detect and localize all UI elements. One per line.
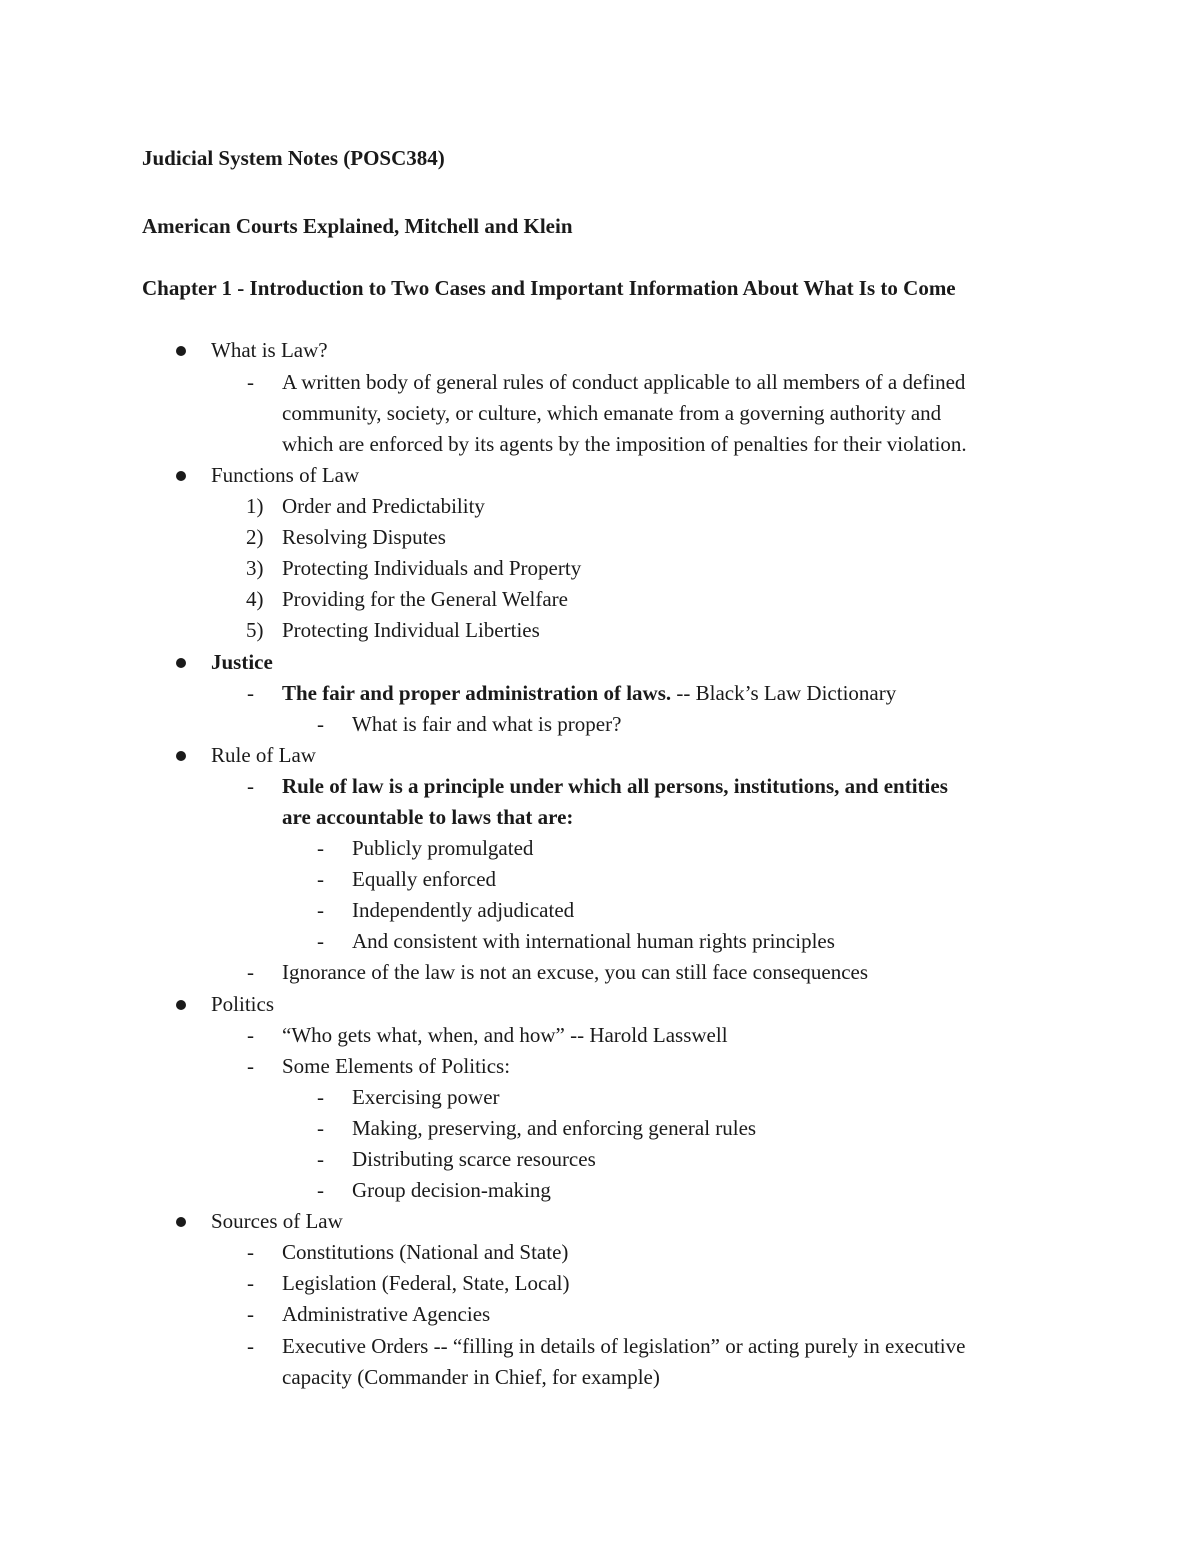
politics-elements-label: Some Elements of Politics: [282,1054,511,1078]
politics-element: Group decision-making [352,1178,551,1202]
executive-orders-line: Executive Orders -- “filling in details of legislation” or acting purely in executive [282,1334,966,1358]
dash-marker: - [317,867,324,891]
dash-marker: - [317,898,324,922]
document-title: Judicial System Notes (POSC384) [142,146,445,170]
dash-marker: - [317,1116,324,1140]
function-item: Providing for the General Welfare [282,587,568,611]
dash-marker: - [247,960,254,984]
dash-marker: - [247,370,254,394]
list-number: 3) [246,556,264,580]
dash-marker: - [317,836,324,860]
function-item: Protecting Individual Liberties [282,618,540,642]
section-what-is-law: What is Law? [211,338,328,362]
ignorance-note: Ignorance of the law is not an excuse, you can still face consequences [282,960,869,984]
dash-marker: - [247,681,254,705]
bullet-icon [176,1000,186,1010]
section-sources-of-law: Sources of Law [211,1209,343,1233]
list-number: 1) [246,494,264,518]
section-justice: Justice [211,650,273,674]
politics-element: Exercising power [352,1085,500,1109]
list-number: 2) [246,525,264,549]
justice-definition [282,679,896,707]
source-item: Constitutions (National and State) [282,1240,569,1264]
dash-marker: - [247,1271,254,1295]
bullet-icon [176,658,186,668]
rule-of-law-criterion: Independently adjudicated [352,898,575,922]
dash-marker: - [247,1302,254,1326]
justice-definition-source: -- Black’s Law Dictionary [671,681,897,705]
section-rule-of-law: Rule of Law [211,743,316,767]
dash-marker: - [247,1334,254,1358]
rule-of-law-principle-line: Rule of law is a principle under which all persons, institutions, and entities [282,774,948,798]
dash-marker: - [317,1085,324,1109]
law-definition-line: community, society, or culture, which emanate from a governing authority and [282,401,942,425]
justice-question: What is fair and what is proper? [352,712,622,736]
rule-of-law-criterion: Publicly promulgated [352,836,534,860]
section-functions-of-law: Functions of Law [211,463,360,487]
dash-marker: - [317,1147,324,1171]
bullet-icon [176,346,186,356]
justice-definition-text: The fair and proper administration of laws. [282,681,672,705]
dash-marker: - [317,712,324,736]
law-definition-line: which are enforced by its agents by the imposition of penalties for their violation. [282,432,967,456]
dash-marker: - [247,1023,254,1047]
source-item: Administrative Agencies [282,1302,491,1326]
bullet-icon [176,471,186,481]
law-definition-line: A written body of general rules of conduct applicable to all members of a defined [282,370,966,394]
dash-marker: - [247,1054,254,1078]
function-item: Resolving Disputes [282,525,446,549]
chapter-heading: Chapter 1 - Introduction to Two Cases and Important Information About What Is to Come [142,276,956,300]
politics-element: Distributing scarce resources [352,1147,596,1171]
rule-of-law-criterion: Equally enforced [352,867,497,891]
bullet-icon [176,751,186,761]
bullet-icon [176,1217,186,1227]
rule-of-law-criterion: And consistent with international human rights principles [352,929,835,953]
source-item: Legislation (Federal, State, Local) [282,1271,570,1295]
politics-element: Making, preserving, and enforcing general rules [352,1116,757,1140]
section-politics: Politics [211,992,275,1016]
lasswell-quote: “Who gets what, when, and how” -- Harold Lasswell [282,1023,728,1047]
executive-orders-line: capacity (Commander in Chief, for example) [282,1365,660,1389]
dash-marker: - [317,1178,324,1202]
rule-of-law-principle-line: are accountable to laws that are: [282,805,574,829]
function-item: Order and Predictability [282,494,485,518]
list-number: 4) [246,587,264,611]
book-reference: American Courts Explained, Mitchell and Klein [142,214,573,238]
list-number: 5) [246,618,264,642]
dash-marker: - [317,929,324,953]
function-item: Protecting Individuals and Property [282,556,582,580]
dash-marker: - [247,1240,254,1264]
dash-marker: - [247,774,254,798]
